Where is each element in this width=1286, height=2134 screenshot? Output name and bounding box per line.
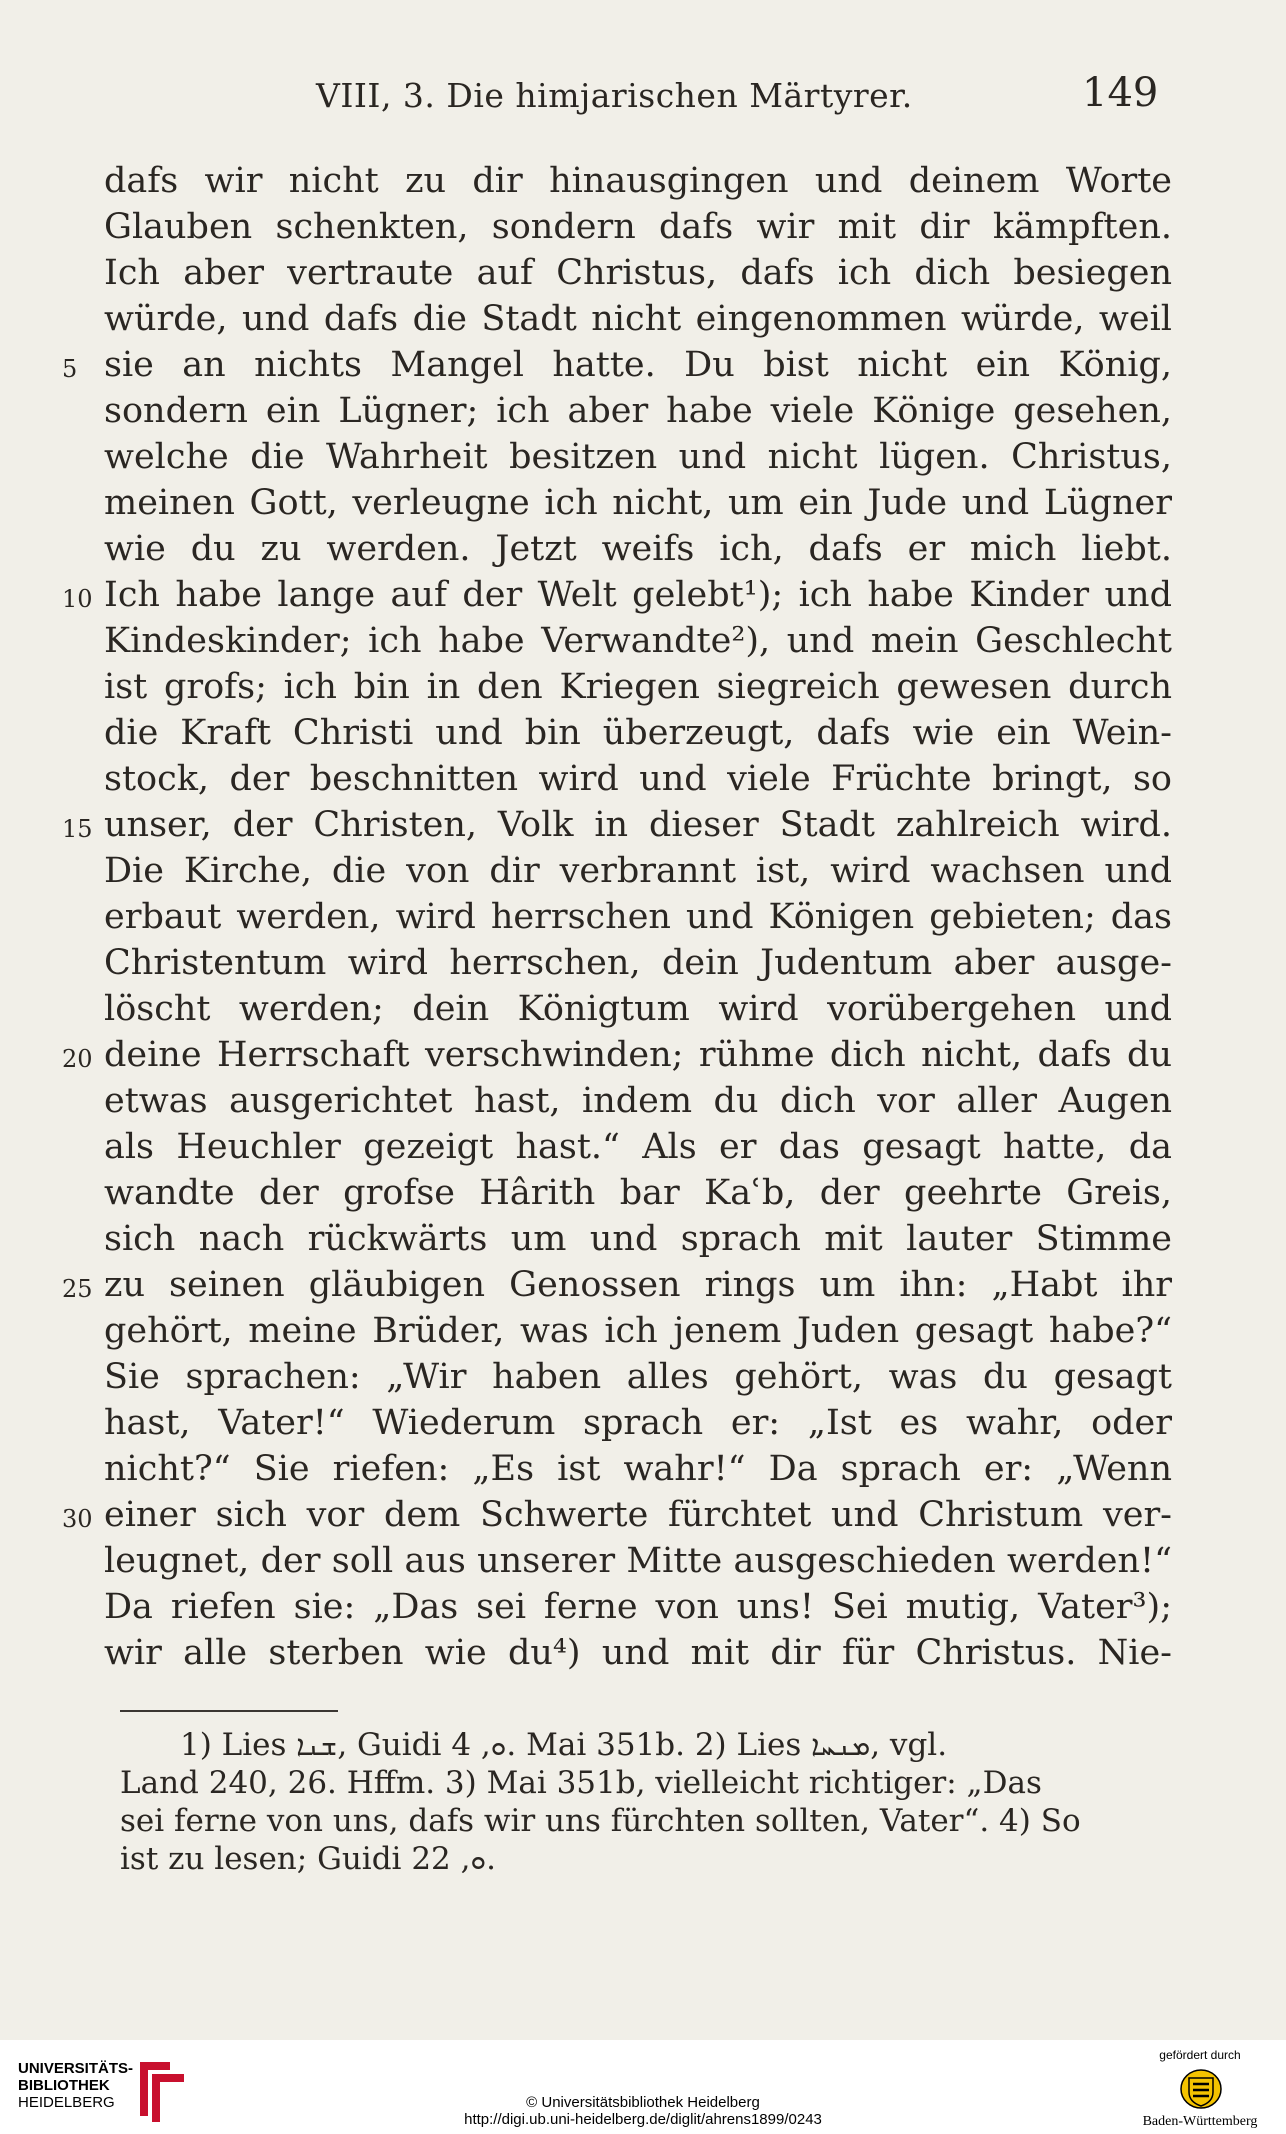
line-number: 20 xyxy=(62,1045,93,1073)
funding-label: gefördert durch xyxy=(1159,2048,1241,2062)
footnote-line xyxy=(180,1726,1180,1764)
text-line: hast, Vater!“ Wiederum sprach er: „Ist es wahr, oder xyxy=(104,1403,1172,1443)
library-name-line: UNIVERSITÄTS- xyxy=(18,2060,134,2077)
text-line: einer sich vor dem Schwerte fürchtet und Christum ver- xyxy=(104,1495,1172,1535)
syriac-letter: ܘ xyxy=(470,1843,487,1876)
text-line: wie du zu werden. Jetzt weifs ich, dafs er mich liebt. xyxy=(104,529,1172,569)
text-line: erbaut werden, wird herrschen und Königen gebieten; das xyxy=(104,897,1172,937)
page-number: 149 xyxy=(1082,70,1159,116)
copyright-text: © Universitätsbibliothek Heidelberg xyxy=(526,2094,760,2111)
line-number: 30 xyxy=(62,1505,93,1533)
text-line: löscht werden; dein Königtum wird vorübergehen und xyxy=(104,989,1172,1029)
text-line: sie an nichts Mangel hatte. Du bist nicht ein König, xyxy=(104,345,1172,385)
text-line: dafs wir nicht zu dir hinausgingen und deinem Worte xyxy=(104,161,1172,201)
funder-name: Baden-Württemberg xyxy=(1142,2114,1258,2129)
coat-of-arms-icon xyxy=(1180,2068,1222,2114)
text-line: als Heuchler gezeigt hast.“ Als er das gesagt hatte, da xyxy=(104,1127,1172,1167)
text-line: die Kraft Christi und bin überzeugt, dafs wie ein Wein- xyxy=(104,713,1172,753)
text-line: Die Kirche, die von dir verbrannt ist, wird wachsen und xyxy=(104,851,1172,891)
text-line: deine Herrschaft verschwinden; rühme dich nicht, dafs du xyxy=(104,1035,1172,1075)
footnote-divider xyxy=(120,1710,338,1712)
line-number: 5 xyxy=(62,355,78,383)
text-line: nicht?“ Sie riefen: „Es ist wahr!“ Da sprach er: „Wenn xyxy=(104,1449,1172,1489)
line-number: 10 xyxy=(62,585,93,613)
text-line: gehört, meine Brüder, was ich jenem Juden gesagt habe?“ xyxy=(104,1311,1172,1351)
syriac-word: ܫܢܐ xyxy=(296,1729,338,1762)
text-line: sich nach rückwärts um und sprach mit lauter Stimme xyxy=(104,1219,1172,1259)
line-number: 25 xyxy=(62,1275,93,1303)
footnote-line: Land 240, 26. Hffm. 3) Mai 351b, vielleicht richtiger: „Das xyxy=(120,1765,1042,1801)
footnote-line: sei ferne von uns, dafs wir uns fürchten sollten, Vater“. 4) So xyxy=(120,1803,1081,1839)
text-line: Ich aber vertraute auf Christus, dafs ich dich besiegen xyxy=(104,253,1172,293)
text-line: stock, der beschnitten wird und viele Früchte bringt, so xyxy=(104,759,1172,799)
text-line: meinen Gott, verleugne ich nicht, um ein Jude und Lügner xyxy=(104,483,1172,523)
running-title: VIII, 3. Die himjarischen Märtyrer. xyxy=(316,76,913,115)
footnote-text: , 4. Mai 351b. 2) Lies xyxy=(451,1727,802,1763)
text-line: Glauben schenkten, sondern dafs wir mit dir kämpften. xyxy=(104,207,1172,247)
text-line: Sie sprachen: „Wir haben alles gehört, was du gesagt xyxy=(104,1357,1172,1397)
permalink-url[interactable]: http://digi.ub.uni-heidelberg.de/diglit/ahrens1899/0243 xyxy=(464,2111,822,2128)
text-line: unser, der Christen, Volk in dieser Stadt zahlreich wird. xyxy=(104,805,1172,845)
text-line: würde, und dafs die Stadt nicht eingenommen würde, weil xyxy=(104,299,1172,339)
copyright-notice xyxy=(0,2094,1286,2128)
footer-bar xyxy=(0,2040,1286,2134)
footnote-text: 1) Lies xyxy=(180,1727,287,1763)
footnote-text: ist zu lesen; Guidi xyxy=(120,1841,402,1877)
text-line: sondern ein Lügner; ich aber habe viele Könige gesehen, xyxy=(104,391,1172,431)
library-name-line: HEIDELBERG xyxy=(18,2094,115,2111)
footnote-text: , Guidi xyxy=(337,1727,442,1763)
text-line: etwas ausgerichtet hast, indem du dich vor aller Augen xyxy=(104,1081,1172,1121)
text-line: Kindeskinder; ich habe Verwandte²), und mein Geschlecht xyxy=(104,621,1172,661)
text-line: ist grofs; ich bin in den Kriegen siegreich gewesen durch xyxy=(104,667,1172,707)
page-header xyxy=(0,68,1286,128)
text-line: wandte der grofse Hârith bar Kaʿb, der geehrte Greis, xyxy=(104,1173,1172,1213)
text-line: wir alle sterben wie du⁴) und mit dir für Christus. Nie- xyxy=(104,1633,1172,1673)
text-line: welche die Wahrheit besitzen und nicht lügen. Christus, xyxy=(104,437,1172,477)
footnote-text: , 22. xyxy=(411,1841,496,1877)
text-line: Christentum wird herrschen, dein Judentum aber ausge- xyxy=(104,943,1172,983)
text-line: leugnet, der soll aus unserer Mitte ausgeschieden werden!“ xyxy=(104,1541,1172,1581)
text-line: zu seinen gläubigen Genossen rings um ihn: „Habt ihr xyxy=(104,1265,1172,1305)
syriac-letter: ܘ xyxy=(490,1729,507,1762)
text-line: Ich habe lange auf der Welt gelebt¹); ich habe Kinder und xyxy=(104,575,1172,615)
footnote-line xyxy=(120,1840,1180,1878)
footnote-text: , vgl. xyxy=(870,1727,948,1763)
text-line: Da riefen sie: „Das sei ferne von uns! Sei mutig, Vater³); xyxy=(104,1587,1172,1627)
library-name-line: BIBLIOTHEK xyxy=(18,2077,110,2094)
line-number: 15 xyxy=(62,815,93,843)
syriac-word: ܡܢܚܐ xyxy=(811,1729,871,1762)
